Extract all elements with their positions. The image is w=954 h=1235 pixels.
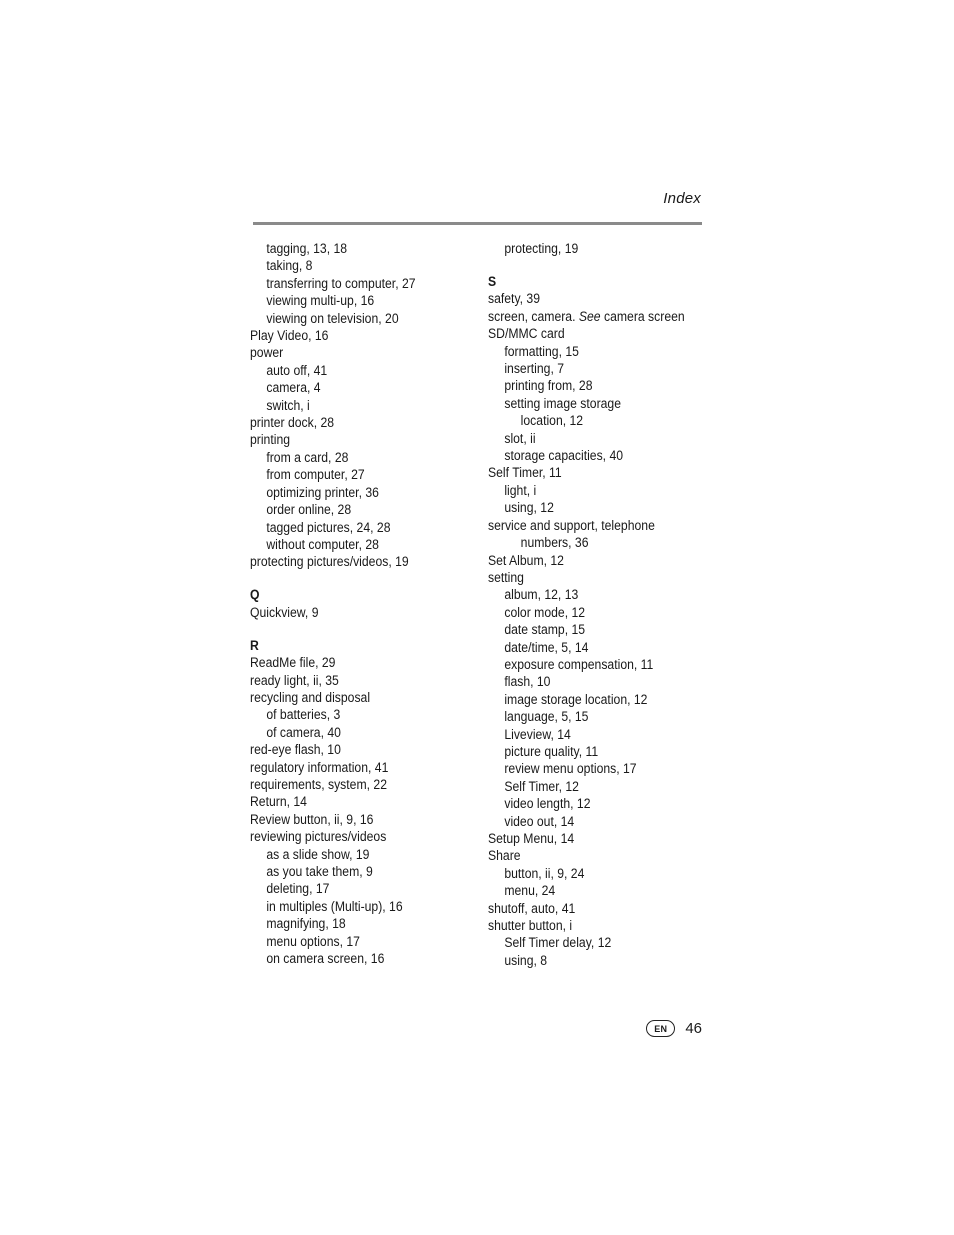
see-reference: See [578,308,601,325]
language-badge: EN [646,1020,675,1037]
index-entry: power [250,345,284,362]
index-entry: shutter button, i [488,918,573,935]
index-subentry: video length, 12 [504,796,591,813]
index-subentry: printing from, 28 [504,378,593,395]
index-subentry: as you take them, 9 [266,864,373,880]
index-subentry: auto off, 41 [266,362,328,379]
index-subentry: using, 12 [504,500,554,517]
index-entry: ready light, ii, 35 [250,672,339,689]
index-entry-text: camera screen [600,308,685,325]
index-subentry: image storage location, 12 [504,691,648,708]
index-entry: Setup Menu, 14 [488,831,575,847]
index-column-left [250,241,475,968]
index-subentry: formatting, 15 [504,343,579,360]
index-subentry: tagged pictures, 24, 28 [266,519,391,536]
index-subentry: setting image storage [504,395,622,412]
index-subentry: switch, i [266,397,310,414]
index-subentry: magnifying, 18 [266,916,346,933]
index-subentry: flash, 10 [504,674,551,691]
index-subentry: date/time, 5, 14 [504,639,589,656]
index-entry: regulatory information, 41 [250,759,389,776]
index-subentry: slot, ii [504,430,536,447]
index-subentry: storage capacities, 40 [504,448,624,465]
index-subentry: light, i [504,482,537,499]
index-entry: setting [488,569,524,586]
index-subentry: using, 8 [504,952,548,969]
index-subentry: exposure compensation, 11 [504,656,654,673]
index-entry: Quickview, 9 [250,604,319,621]
index-entry: Share [488,848,521,865]
index-subentry: optimizing printer, 36 [266,484,379,501]
index-entry: requirements, system, 22 [250,776,387,793]
index-entry: Self Timer, 11 [488,465,562,482]
index-entry: reviewing pictures/videos [250,829,387,846]
index-entry: service and support, telephone [488,517,655,534]
index-subentry: from a card, 28 [266,449,349,466]
index-subentry: viewing on television, 20 [266,310,399,327]
index-entry: printing [250,432,291,449]
index-subentry: of batteries, 3 [266,707,341,724]
index-letter-heading: Q [250,587,260,604]
index-entry: printer dock, 28 [250,415,335,432]
index-entry: shutoff, auto, 41 [488,900,576,917]
index-subentry: on camera screen, 16 [266,951,385,968]
index-entry: Set Album, 12 [488,552,564,569]
index-subentry: transferring to computer, 27 [266,275,416,292]
index-letter-heading: R [250,637,259,654]
index-entry: Return, 14 [250,794,307,811]
index-subentry: album, 12, 13 [504,587,579,604]
index-subentry: order online, 28 [266,502,352,519]
index-column-right [488,241,713,970]
section-header-label: Index [663,190,701,207]
index-subentry: without computer, 28 [266,536,379,553]
index-subentry: review menu options, 17 [504,761,637,778]
index-entry: ReadMe file, 29 [250,655,336,672]
index-subentry: button, ii, 9, 24 [504,865,585,882]
index-entry [488,308,685,326]
page-number: 46 [685,1020,702,1037]
index-entry: protecting pictures/videos, 19 [250,554,409,571]
index-subentry: video out, 14 [504,813,575,830]
index-subentry: Self Timer, 12 [504,778,579,795]
index-subentry: date stamp, 15 [504,622,586,639]
index-subentry: location, 12 [520,413,584,430]
index-subentry: as a slide show, 19 [266,846,370,863]
index-subentry: in multiples (Multi-up), 16 [266,898,403,915]
index-subentry: color mode, 12 [504,604,586,621]
index-subentry: camera, 4 [266,380,321,397]
index-subentry: of camera, 40 [266,724,341,741]
index-subentry: language, 5, 15 [504,709,589,726]
index-entry: recycling and disposal [250,689,371,706]
index-subentry: menu, 24 [504,883,556,900]
index-subentry: protecting, 19 [504,241,579,257]
index-subentry: numbers, 36 [520,535,589,552]
index-entry: Play Video, 16 [250,328,329,345]
index-subentry: tagging, 13, 18 [266,241,348,257]
index-subentry: inserting, 7 [504,361,565,378]
index-subentry: deleting, 17 [266,881,330,898]
index-subentry: picture quality, 11 [504,743,599,760]
index-subentry: Liveview, 14 [504,726,571,743]
index-letter-heading: S [488,274,497,290]
index-entry: safety, 39 [488,291,541,308]
index-subentry: from computer, 27 [266,467,365,484]
index-subentry: Self Timer delay, 12 [504,935,612,952]
index-subentry: viewing multi-up, 16 [266,293,375,310]
index-entry: red-eye flash, 10 [250,742,341,759]
index-entry: SD/MMC card [488,326,565,343]
index-subentry: menu options, 17 [266,933,360,950]
index-entry-text: screen, camera. [488,308,579,325]
page-footer [646,1020,702,1037]
index-entry: Review button, ii, 9, 16 [250,811,374,828]
index-subentry: taking, 8 [266,258,313,275]
header-rule [253,222,702,225]
